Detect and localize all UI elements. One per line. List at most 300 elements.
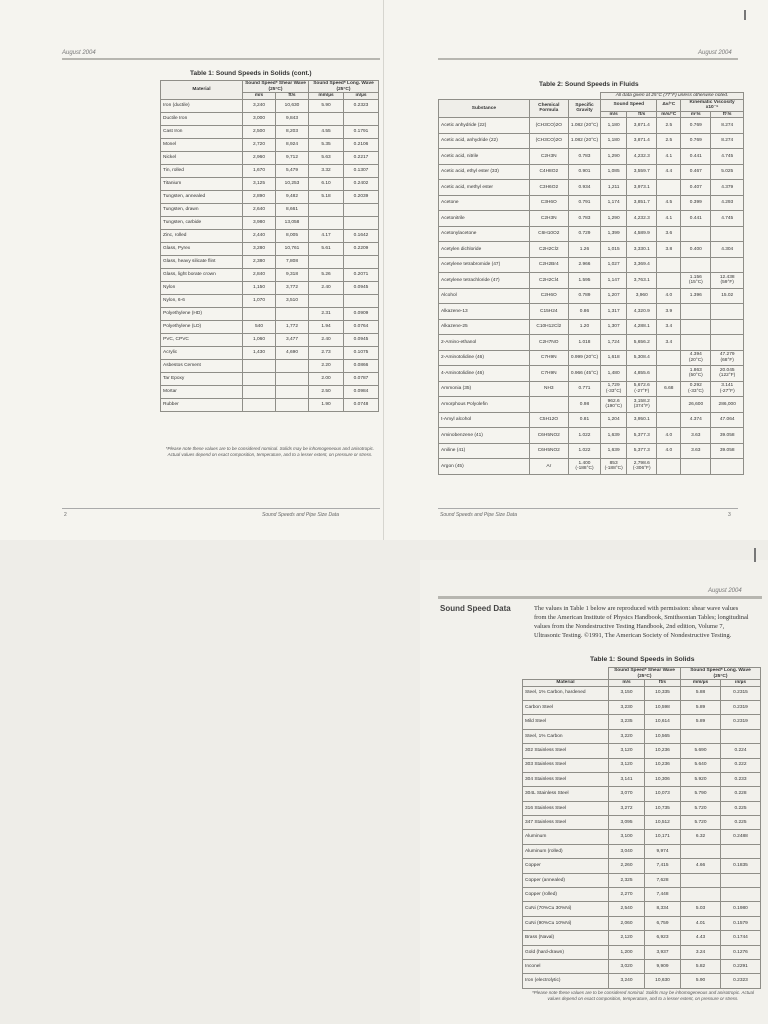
value-cell: 1.595 <box>568 273 600 289</box>
row-label-cell: Tin, rolled <box>161 164 243 177</box>
table-row <box>161 112 379 125</box>
value-cell: 0.0866 <box>344 359 379 372</box>
value-cell: 0.2319 <box>721 715 761 729</box>
value-cell: C3H6O <box>529 195 568 211</box>
row-label-cell: 302 Stainless Steel <box>523 744 609 758</box>
value-cell: 3,763.1 <box>627 273 657 289</box>
value-cell <box>344 112 379 125</box>
value-cell: 13,058 <box>276 216 309 229</box>
value-cell <box>657 257 681 273</box>
table-row <box>161 307 379 320</box>
value-cell <box>711 257 744 273</box>
table-row <box>161 229 379 242</box>
value-cell: C3H6O2 <box>529 180 568 196</box>
value-cell: Ar <box>529 459 568 475</box>
value-cell <box>681 335 711 351</box>
table-row <box>439 319 744 335</box>
value-cell <box>344 203 379 216</box>
value-cell <box>309 255 344 268</box>
table-row <box>439 164 744 180</box>
table-row <box>161 242 379 255</box>
value-cell: 3,235 <box>609 715 645 729</box>
value-cell: NH3 <box>529 381 568 397</box>
table1-title: Table 1: Sound Speeds in Solids <box>590 656 695 663</box>
value-cell: 0.771 <box>568 381 600 397</box>
value-cell: 0.1980 <box>721 902 761 916</box>
value-cell: 2.00 <box>309 372 344 385</box>
value-cell: 0.0787 <box>344 372 379 385</box>
value-cell <box>309 216 344 229</box>
value-cell <box>681 729 721 743</box>
value-cell: 5.89 <box>681 715 721 729</box>
table-row <box>439 428 744 444</box>
row-label-cell: Glass, Pyrex <box>161 242 243 255</box>
row-label-cell: Nylon, 6-6 <box>161 294 243 307</box>
value-cell: 1.396 <box>681 288 711 304</box>
value-cell <box>657 397 681 413</box>
table-row <box>439 226 744 242</box>
value-cell: 2,440 <box>243 229 276 242</box>
table-row <box>161 294 379 307</box>
table-row <box>439 118 744 134</box>
row-label-cell: Acetic acid, ethyl ester (33) <box>439 164 530 180</box>
value-cell: 4,589.9 <box>627 226 657 242</box>
value-cell: 5.03 <box>681 902 721 916</box>
row-label-cell: Mortar <box>161 385 243 398</box>
value-cell <box>711 304 744 320</box>
value-cell: 3,510 <box>276 294 309 307</box>
value-cell: 1,060 <box>243 333 276 346</box>
shear-wave-header: Sound Speed* Shear Wave (25°C) <box>609 668 681 680</box>
table1 <box>522 667 761 989</box>
value-cell: C2H2Cl4 <box>529 273 568 289</box>
value-cell <box>657 366 681 382</box>
table-row <box>523 744 761 758</box>
value-cell: C6H5NO2 <box>529 443 568 459</box>
value-cell: 3.32 <box>309 164 344 177</box>
left-page <box>0 0 384 540</box>
value-cell: 5,656.2 <box>627 335 657 351</box>
value-cell: 0.228 <box>721 787 761 801</box>
value-cell <box>276 398 309 411</box>
row-label-cell: Monel <box>161 138 243 151</box>
value-cell: 6,759 <box>645 916 681 930</box>
viscosity-header: Kinematic Viscosity x10⁻⁶ <box>681 99 744 111</box>
row-label-cell: Steel, 1% Carbon, hardened <box>523 686 609 700</box>
gravity-header: Specific Gravity <box>568 99 600 118</box>
row-label-cell: Acetone <box>439 195 530 211</box>
table-row <box>161 190 379 203</box>
table2-title: Table 2: Sound Speeds in Fluids <box>539 81 639 88</box>
value-cell: 3,330.1 <box>627 242 657 258</box>
table-row <box>161 398 379 411</box>
table1-cont-title: Table 1: Sound Speeds in Solids (cont.) <box>190 70 312 77</box>
value-cell: 0.769 <box>681 133 711 149</box>
value-cell: 0.791 <box>568 195 600 211</box>
row-label-cell: Inconel <box>523 959 609 973</box>
value-cell: 3,973.1 <box>627 180 657 196</box>
value-cell: 2,260 <box>609 859 645 873</box>
value-cell: 1,290 <box>601 149 627 165</box>
left-page-number: 2 <box>64 512 67 518</box>
table-row <box>523 888 761 902</box>
value-cell: 0.1075 <box>344 346 379 359</box>
table-row <box>439 288 744 304</box>
value-cell: 0.467 <box>681 164 711 180</box>
value-cell <box>681 226 711 242</box>
value-cell <box>243 359 276 372</box>
table-row <box>439 366 744 382</box>
value-cell: 9,482 <box>276 190 309 203</box>
value-cell: 0.2323 <box>344 99 379 112</box>
value-cell: 5.720 <box>681 801 721 815</box>
value-cell: 9,712 <box>276 151 309 164</box>
value-cell: 4.43 <box>681 931 721 945</box>
value-cell: 0.81 <box>568 412 600 428</box>
value-cell: 6.32 <box>681 830 721 844</box>
table-row <box>523 945 761 959</box>
table-row <box>439 180 744 196</box>
value-cell: 3,240 <box>609 974 645 988</box>
value-cell: C10H12Cl2 <box>529 319 568 335</box>
value-cell: 0.1307 <box>344 164 379 177</box>
value-cell: 10,761 <box>276 242 309 255</box>
row-label-cell: Amorphous Polyolefin <box>439 397 530 413</box>
unit-header: m/s <box>609 680 645 687</box>
value-cell <box>711 335 744 351</box>
row-label-cell: Ammonia (35) <box>439 381 530 397</box>
table-row <box>439 350 744 366</box>
table-row <box>439 304 744 320</box>
value-cell: 1,639 <box>601 443 627 459</box>
value-cell <box>657 180 681 196</box>
value-cell: 0.0984 <box>344 385 379 398</box>
value-cell: 5.790 <box>681 787 721 801</box>
value-cell: 7,628 <box>645 873 681 887</box>
unit-header: ft/s <box>645 680 681 687</box>
value-cell: 2,960 <box>243 151 276 164</box>
value-cell: 2,500 <box>243 125 276 138</box>
left-page-header: August 2004 <box>62 50 96 56</box>
value-cell: 10,335 <box>645 686 681 700</box>
value-cell: 4.304 <box>711 242 744 258</box>
value-cell: 5.025 <box>711 164 744 180</box>
value-cell: 4,690 <box>276 346 309 359</box>
value-cell: 10,073 <box>645 787 681 801</box>
row-label-cell: Asbestos Cement <box>161 359 243 372</box>
bottom-page <box>420 560 768 1024</box>
row-label-cell: 303 Stainless Steel <box>523 758 609 772</box>
value-cell: 4.745 <box>711 211 744 227</box>
value-cell <box>243 372 276 385</box>
right-header-rule <box>438 58 738 60</box>
value-cell: 1,307 <box>601 319 627 335</box>
value-cell: 0.0909 <box>344 307 379 320</box>
value-cell <box>721 729 761 743</box>
value-cell: 0.225 <box>721 801 761 815</box>
value-cell: 4,320.9 <box>627 304 657 320</box>
row-label-cell: Iron (ductile) <box>161 99 243 112</box>
value-cell: 0.1791 <box>344 125 379 138</box>
value-cell: 10,236 <box>645 744 681 758</box>
value-cell: C6H10O2 <box>529 226 568 242</box>
value-cell: 0.399 <box>681 195 711 211</box>
value-cell: 15.02 <box>711 288 744 304</box>
table-row <box>161 255 379 268</box>
value-cell: 0.789 <box>568 288 600 304</box>
table-row <box>439 257 744 273</box>
table-row <box>523 974 761 988</box>
value-cell: 4.4 <box>657 164 681 180</box>
row-label-cell: Alkazene-13 <box>439 304 530 320</box>
value-cell: 10,512 <box>645 816 681 830</box>
value-cell: 1.26 <box>568 242 600 258</box>
value-cell: 7,415 <box>645 859 681 873</box>
value-cell: 2,890 <box>243 190 276 203</box>
unit-header: in/µs <box>344 93 379 100</box>
value-cell: 2,060 <box>609 916 645 930</box>
row-label-cell: Glass, heavy silicate flint <box>161 255 243 268</box>
value-cell: 1,085 <box>601 164 627 180</box>
value-cell: 5.690 <box>681 744 721 758</box>
value-cell: 0.224 <box>721 744 761 758</box>
value-cell: 1,015 <box>601 242 627 258</box>
row-label-cell: Aluminum (rolled) <box>523 844 609 858</box>
intro-paragraph: The values in Table 1 below are reproduced with permission: shear wave values from the American Institute of Physics Handbook, Smithsonian Tables; longitudinal values from the Nondestructive Testing Handbook, 2nd edition, Volume 7, Ultrasonic Testing. ©1991, The American Society of Nondestructive Testing. <box>534 605 749 639</box>
scan-mark <box>744 10 746 20</box>
value-cell: 8,203 <box>276 125 309 138</box>
value-cell: 0.407 <box>681 180 711 196</box>
value-cell: C6H5NO2 <box>529 428 568 444</box>
value-cell: 4.0 <box>657 443 681 459</box>
value-cell: 2,720 <box>243 138 276 151</box>
row-label-cell: Acetylen dichloride <box>439 242 530 258</box>
value-cell: 0.222 <box>721 758 761 772</box>
value-cell: 3.63 <box>681 428 711 444</box>
value-cell <box>309 112 344 125</box>
row-label-cell: Acetic anhydride (22) <box>439 118 530 134</box>
table2 <box>438 92 744 475</box>
value-cell: 1.20 <box>568 319 600 335</box>
value-cell: C2H2Cl2 <box>529 242 568 258</box>
table-row <box>439 335 744 351</box>
row-label-cell: Gold (hard-drawn) <box>523 945 609 959</box>
table-row <box>439 412 744 428</box>
row-label-cell: 2-Aminotolidine (46) <box>439 350 530 366</box>
table-row <box>161 203 379 216</box>
value-cell: 1.94 <box>309 320 344 333</box>
value-cell: 5.920 <box>681 772 721 786</box>
value-cell: 8,924 <box>276 138 309 151</box>
unit-header: m/s/°C <box>657 111 681 118</box>
value-cell: 5.35 <box>309 138 344 151</box>
value-cell: 26,600 <box>681 397 711 413</box>
value-cell: 0.729 <box>568 226 600 242</box>
value-cell: 0.400 <box>681 242 711 258</box>
value-cell: 10,598 <box>645 700 681 714</box>
value-cell: 2.50 <box>309 385 344 398</box>
value-cell <box>344 216 379 229</box>
value-cell: 0.1579 <box>721 916 761 930</box>
value-cell: 3,158.2 (374°F) <box>627 397 657 413</box>
row-label-cell: 2-Amino-ethanol <box>439 335 530 351</box>
left-header-rule <box>62 58 380 60</box>
value-cell <box>344 294 379 307</box>
value-cell: (CH3CO)2O <box>529 133 568 149</box>
table-row <box>439 273 744 289</box>
value-cell: 1,480 <box>601 366 627 382</box>
value-cell: 1,399 <box>601 226 627 242</box>
value-cell: 0.2323 <box>721 974 761 988</box>
value-cell: 10,253 <box>276 177 309 190</box>
value-cell: 0.1642 <box>344 229 379 242</box>
value-cell <box>243 385 276 398</box>
value-cell: 4.66 <box>681 859 721 873</box>
value-cell <box>657 273 681 289</box>
row-label-cell: Titanium <box>161 177 243 190</box>
value-cell <box>309 294 344 307</box>
value-cell: 0.0945 <box>344 281 379 294</box>
value-cell: 1,618 <box>601 350 627 366</box>
value-cell: 3.9 <box>657 304 681 320</box>
table-row <box>439 397 744 413</box>
substance-header: Substance <box>439 99 530 118</box>
value-cell: 10,630 <box>276 99 309 112</box>
value-cell: 9,318 <box>276 268 309 281</box>
value-cell: (CH3CO)2O <box>529 118 568 134</box>
table-row <box>161 164 379 177</box>
right-footer-rule <box>438 508 738 509</box>
unit-header: m/s <box>243 93 276 100</box>
value-cell: 1,200 <box>609 945 645 959</box>
value-cell <box>711 226 744 242</box>
value-cell: 2.5 <box>657 133 681 149</box>
value-cell: 3,280 <box>243 242 276 255</box>
table-row <box>523 844 761 858</box>
left-page-footer: Sound Speeds and Pipe Size Data <box>262 512 339 518</box>
value-cell: 2,270 <box>609 888 645 902</box>
row-label-cell: Copper (annealed) <box>523 873 609 887</box>
row-label-cell: 4-Aminotolidine (46) <box>439 366 530 382</box>
value-cell: 3,477 <box>276 333 309 346</box>
value-cell: 5.88 <box>681 686 721 700</box>
value-cell: 3,040 <box>609 844 645 858</box>
value-cell <box>711 459 744 475</box>
table-row <box>523 686 761 700</box>
value-cell: 1,174 <box>601 195 627 211</box>
value-cell: C2H3N <box>529 149 568 165</box>
value-cell: 5,479 <box>276 164 309 177</box>
row-label-cell: CuNi (90%Cu 10%Ni) <box>523 916 609 930</box>
value-cell: 4.745 <box>711 149 744 165</box>
value-cell: 4.0 <box>657 288 681 304</box>
value-cell <box>711 319 744 335</box>
table-row <box>523 772 761 786</box>
table-row <box>523 700 761 714</box>
value-cell: C7H9N <box>529 366 568 382</box>
value-cell: 1.082 (20°C) <box>568 118 600 134</box>
value-cell <box>681 304 711 320</box>
row-label-cell: Glass, light borate crown <box>161 268 243 281</box>
value-cell: 2,798.6 (-306°F) <box>627 459 657 475</box>
row-label-cell: Tar Epoxy <box>161 372 243 385</box>
value-cell <box>657 412 681 428</box>
table-row <box>523 916 761 930</box>
value-cell <box>529 397 568 413</box>
row-label-cell: Mild Steel <box>523 715 609 729</box>
value-cell: 0.0748 <box>344 398 379 411</box>
table-row <box>523 959 761 973</box>
bottom-page-header: August 2004 <box>708 588 742 594</box>
value-cell: 5,308.4 <box>627 350 657 366</box>
table-row <box>161 177 379 190</box>
value-cell: 3,230 <box>609 700 645 714</box>
value-cell: C15H24 <box>529 304 568 320</box>
value-cell: 962.6 (190°C) <box>601 397 627 413</box>
value-cell: 2.73 <box>309 346 344 359</box>
table-row <box>439 149 744 165</box>
unit-header: mm/µs <box>309 93 344 100</box>
value-cell <box>681 319 711 335</box>
value-cell: 3,851.7 <box>627 195 657 211</box>
value-cell: 2,840 <box>243 268 276 281</box>
value-cell: 4,288.1 <box>627 319 657 335</box>
value-cell: 0.441 <box>681 211 711 227</box>
value-cell <box>681 459 711 475</box>
value-cell: 4.1 <box>657 211 681 227</box>
value-cell: 5,377.3 <box>627 428 657 444</box>
formula-header: Chemical Formula <box>529 99 568 118</box>
value-cell: 0.98 <box>568 397 600 413</box>
table-row <box>161 385 379 398</box>
value-cell: 3,150 <box>609 686 645 700</box>
value-cell: 540 <box>243 320 276 333</box>
row-label-cell: Cast Iron <box>161 125 243 138</box>
value-cell: 4.394 (20°C) <box>681 350 711 366</box>
value-cell: 0.901 <box>568 164 600 180</box>
value-cell: 1.400 (-188°C) <box>568 459 600 475</box>
bottom-header-rule <box>438 596 762 599</box>
table-row <box>161 320 379 333</box>
value-cell: 9,843 <box>276 112 309 125</box>
table-row <box>161 268 379 281</box>
value-cell: 2,120 <box>609 931 645 945</box>
table-row <box>523 758 761 772</box>
material-header: Material <box>161 81 243 100</box>
value-cell: 853 (-188°C) <box>601 459 627 475</box>
row-label-cell: 316 Stainless Steel <box>523 801 609 815</box>
row-label-cell: 304 Stainless Steel <box>523 772 609 786</box>
long-wave-header: Sound Speed* Long. Wave (25°C) <box>681 668 761 680</box>
value-cell: 1,430 <box>243 346 276 359</box>
value-cell: 3,120 <box>609 744 645 758</box>
unit-header: mm/µs <box>681 680 721 687</box>
row-label-cell: Iron (electrolytic) <box>523 974 609 988</box>
value-cell: 5.63 <box>309 151 344 164</box>
value-cell: 9,974 <box>645 844 681 858</box>
unit-header: ft²/s <box>711 111 744 118</box>
value-cell: 0.934 <box>568 180 600 196</box>
value-cell: 4.379 <box>711 180 744 196</box>
value-cell: 3,980 <box>243 216 276 229</box>
value-cell: 3,141 <box>609 772 645 786</box>
value-cell: 10,565 <box>645 729 681 743</box>
value-cell: 3,937 <box>645 945 681 959</box>
value-cell: 3,100 <box>609 830 645 844</box>
value-cell: 4.5 <box>657 195 681 211</box>
table-row <box>523 830 761 844</box>
value-cell: 0.0764 <box>344 320 379 333</box>
